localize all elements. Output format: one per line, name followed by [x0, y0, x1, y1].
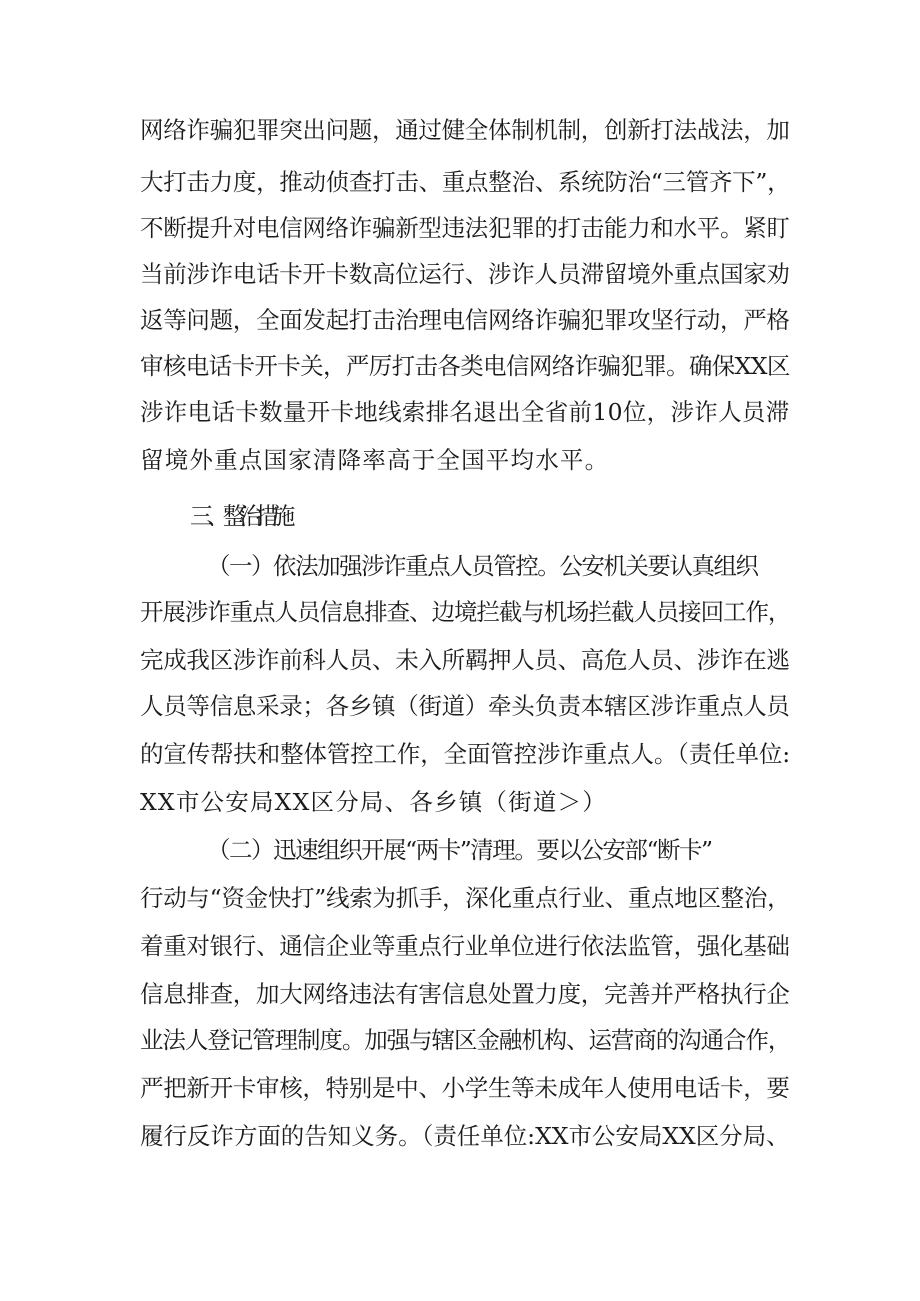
paragraph-line: 的宣传帮扶和整体管控工作，全面管控涉诈重点人。（责任单位:	[140, 740, 790, 768]
paragraph-line: 当前涉诈电话卡开卡数高位运行、涉诈人员滞留境外重点国家劝	[140, 260, 790, 288]
paragraph-line: 网络诈骗犯罪突出问题，通过健全体制机制，创新打法战法，加	[140, 116, 790, 144]
paragraph-line: 人员等信息采录；各乡镇（街道）牵头负责本辖区涉诈重点人员	[140, 692, 790, 720]
paragraph-line: 审核电话卡开卡关，严厉打击各类电信网络诈骗犯罪。确保XX区	[140, 352, 790, 380]
paragraph-line: 大打击力度，推动侦查打击、重点整治、系统防治“三管齐下”，	[140, 168, 791, 196]
paragraph-line: 返等问题，全面发起打击治理电信网络诈骗犯罪攻坚行动，严格	[140, 306, 790, 334]
paragraph-line: 完成我区涉诈前科人员、未入所羁押人员、高危人员、涉诈在逃	[140, 646, 790, 674]
paragraph-line: 开展涉诈重点人员信息排查、边境拦截与机场拦截人员接回工作，	[140, 598, 791, 626]
paragraph-line: 业法人登记管理制度。加强与辖区金融机构、运营商的沟通合作，	[140, 1026, 791, 1054]
paragraph-line: （二）迅速组织开展“两卡”清理。要以公安部“断卡”	[207, 836, 712, 864]
paragraph-line: 严把新开卡审核，特别是中、小学生等未成年人使用电话卡，要	[140, 1074, 790, 1102]
paragraph-line: （一）依法加强涉诈重点人员管控。公安机关要认真组织	[207, 552, 758, 580]
paragraph-line: 着重对银行、通信企业等重点行业单位进行依法监管，强化基础	[140, 932, 790, 960]
paragraph-line: 涉诈电话卡数量开卡地线索排名退出全省前10位，涉诈人员滞	[140, 398, 790, 426]
section-heading: 三、整治措施	[190, 502, 289, 530]
paragraph-line: 留境外重点国家清降率高于全国平均水平。	[140, 446, 610, 474]
paragraph-line: XX市公安局XX区分局、各乡镇（街道＞）	[140, 788, 607, 816]
paragraph-line: 履行反诈方面的告知义务。（责任单位:XX市公安局XX区分局、	[140, 1122, 790, 1150]
paragraph-line: 信息排查，加大网络违法有害信息处置力度，完善并严格执行企	[140, 980, 790, 1008]
paragraph-line: 行动与“资金快打”线索为抓手，深化重点行业、重点地区整治，	[140, 884, 791, 912]
paragraph-line: 不断提升对电信网络诈骗新型违法犯罪的打击能力和水平。紧盯	[140, 214, 790, 242]
